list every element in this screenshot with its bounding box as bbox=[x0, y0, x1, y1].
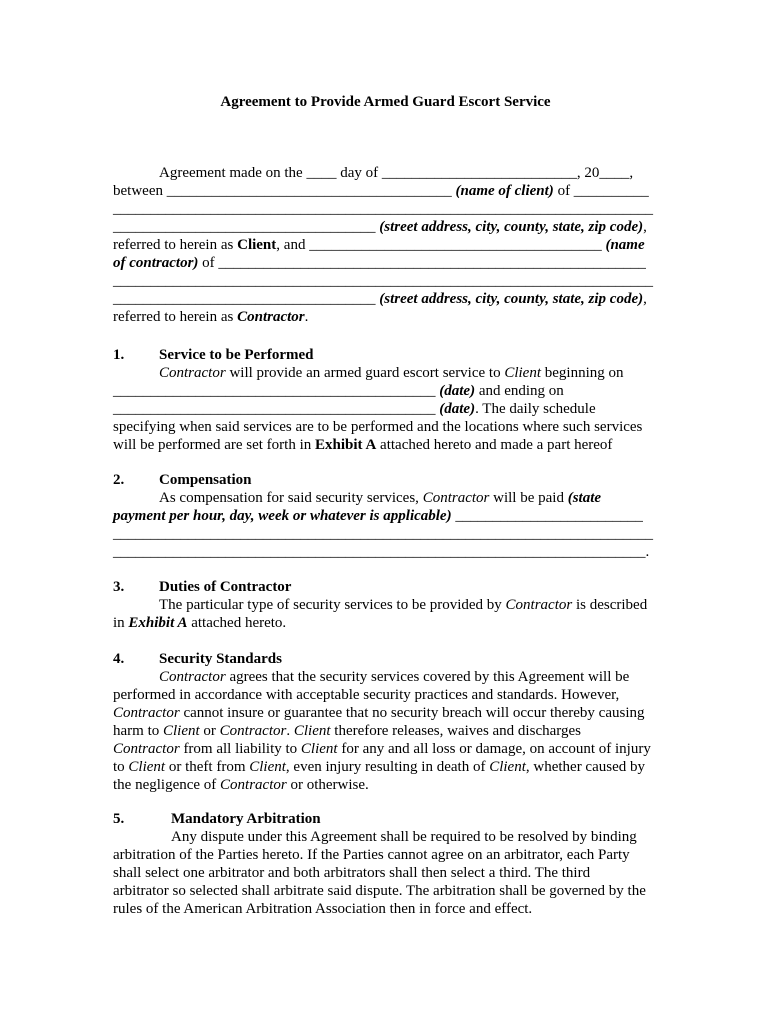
section-4-number: 4. bbox=[113, 651, 125, 667]
section-2-line-1: As compensation for said security services, Contractor will be paid (state bbox=[159, 490, 602, 506]
section-1-line-2: ___________________________________________ (date) and ending on bbox=[113, 383, 564, 399]
section-5-line-1: Any dispute under this Agreement shall be required to be resolved by binding bbox=[171, 829, 637, 845]
section-3-line-1: The particular type of security services to be provided by Contractor is described bbox=[159, 597, 648, 613]
section-5-heading: Mandatory Arbitration bbox=[171, 811, 321, 827]
section-1-number: 1. bbox=[113, 347, 125, 363]
section-4-line-6: to Client or theft from Client, even injury resulting in death of Client, whether caused by bbox=[113, 759, 645, 775]
section-4-line-5: Contractor from all liability to Client for any and all loss or damage, on account of injury bbox=[113, 741, 651, 757]
intro-line-7: ________________________________________________________________________ bbox=[113, 273, 653, 289]
section-2-number: 2. bbox=[113, 472, 125, 488]
section-1-line-1: Contractor will provide an armed guard escort service to Client beginning on bbox=[159, 365, 624, 381]
section-4-line-1: Contractor agrees that the security services covered by this Agreement will be bbox=[159, 669, 630, 685]
section-4-line-3: Contractor cannot insure or guarantee that no security breach will occur thereby causing bbox=[113, 705, 645, 721]
section-3-line-2: in Exhibit A attached hereto. bbox=[113, 615, 287, 631]
section-3-number: 3. bbox=[113, 579, 125, 595]
section-3-heading: Duties of Contractor bbox=[159, 579, 292, 595]
section-1-line-3: ___________________________________________ (date). The daily schedule bbox=[113, 401, 596, 417]
intro-line-5: referred to herein as Client, and _______________________________________ (name bbox=[113, 237, 645, 253]
section-2-line-4: _______________________________________________________________________. bbox=[113, 544, 650, 560]
section-1-line-5: will be performed are set forth in Exhibit A attached hereto and made a part hereof bbox=[113, 437, 613, 453]
section-5-line-4: arbitrator so selected shall arbitrate said dispute. The arbitration shall be governed by the bbox=[113, 883, 646, 899]
section-5-line-3: shall select one arbitrator and both arbitrators shall then select a third. The third bbox=[113, 865, 591, 881]
section-5-number: 5. bbox=[113, 811, 125, 827]
intro-line-2: between ______________________________________ (name of client) of __________ bbox=[113, 183, 649, 199]
section-1-heading: Service to be Performed bbox=[159, 347, 314, 363]
intro-line-9: referred to herein as Contractor. bbox=[113, 309, 309, 325]
page-title: Agreement to Provide Armed Guard Escort Service bbox=[220, 94, 551, 110]
section-4-line-7: the negligence of Contractor or otherwise. bbox=[113, 777, 369, 793]
intro-line-3: ________________________________________________________________________ bbox=[113, 201, 653, 217]
section-5-line-5: rules of the American Arbitration Association then in force and effect. bbox=[113, 901, 533, 917]
intro-line-4: ___________________________________ (street address, city, county, state, zip code), bbox=[113, 219, 647, 235]
section-4-heading: Security Standards bbox=[159, 651, 282, 667]
section-2-line-3: ________________________________________________________________________ bbox=[113, 526, 653, 542]
section-2-heading: Compensation bbox=[159, 472, 252, 488]
section-1-line-4: specifying when said services are to be performed and the locations where such services bbox=[113, 419, 643, 435]
intro-line-1: Agreement made on the ____ day of __________________________, 20____, bbox=[159, 165, 634, 181]
intro-line-6: of contractor) of _________________________________________________________ bbox=[113, 255, 646, 271]
section-4-line-2: performed in accordance with acceptable security practices and standards. However, bbox=[113, 687, 620, 703]
section-5-line-2: arbitration of the Parties hereto. If the Parties cannot agree on an arbitrator, each Party bbox=[113, 847, 630, 863]
section-4-line-4: harm to Client or Contractor. Client therefore releases, waives and discharges bbox=[113, 723, 581, 739]
section-2-line-2: payment per hour, day, week or whatever is applicable) _________________________ bbox=[113, 508, 643, 524]
intro-line-8: ___________________________________ (street address, city, county, state, zip code), bbox=[113, 291, 647, 307]
